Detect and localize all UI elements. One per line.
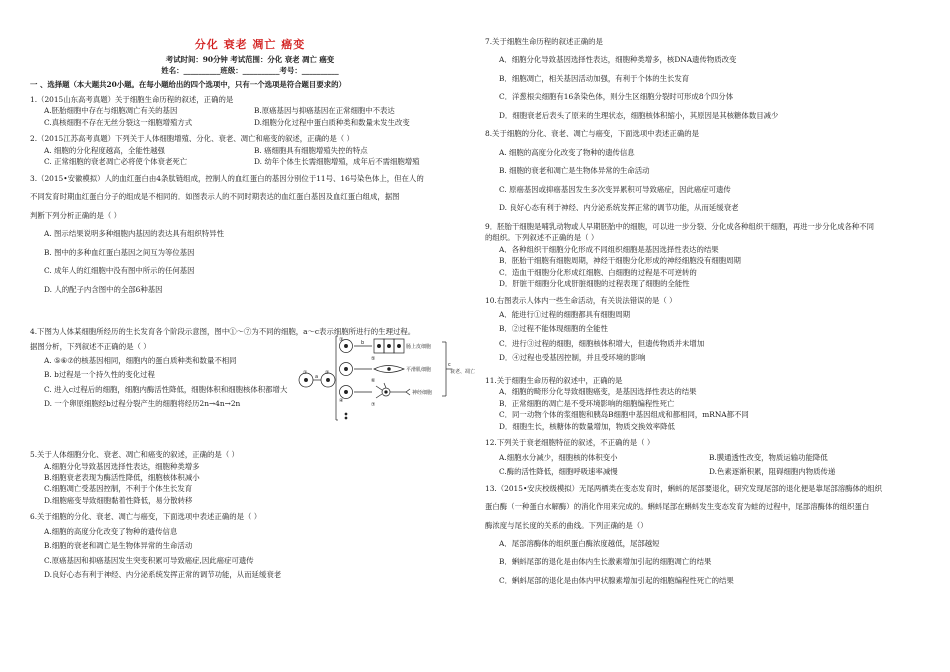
label-cell-3: 神经细胞 bbox=[412, 390, 433, 397]
name-line: 姓名：__________班级：__________考号：__________ bbox=[161, 65, 339, 75]
option-d: D. 良好心态有利于神经、内分泌系统发挥正常的调节功能，从而延缓衰老 bbox=[499, 203, 739, 213]
option-b: B．②过程不能体现细胞的全能性 bbox=[499, 324, 608, 334]
option-a: A．细胞的畸形分化导致细胞癌变，是基因选择性表达的结果 bbox=[499, 387, 697, 397]
option-b: B. 细胞的衰老和凋亡是生物体异常的生命活动 bbox=[499, 166, 650, 176]
option-c: C. 正常细胞的衰老凋亡必将使个体衰老死亡 bbox=[44, 157, 188, 167]
option-b: B. 癌细胞具有细胞增殖失控的特点 bbox=[254, 145, 368, 155]
option-d: D.细胞癌变导致细胞黏着性降低，易分散转移 bbox=[44, 495, 193, 505]
option-c: C．造血干细胞分化形成红细胞、白细胞的过程是不可逆转的 bbox=[499, 267, 697, 277]
question-stem: 11.关于细胞生命历程的叙述中，正确的是 bbox=[485, 375, 623, 385]
question-stem: 据图分析，下列叙述不正确的是（ ） bbox=[30, 341, 151, 351]
option-b: B．细胞凋亡，相关基因活动加强，有利于个体的生长发育 bbox=[499, 73, 690, 83]
option-c: C．进行③过程的细胞，细胞核体积增大，但遗传物质并未增加 bbox=[499, 338, 705, 348]
label-n2: ② bbox=[325, 370, 330, 377]
label-n7: ⑦ bbox=[371, 402, 376, 409]
option-d: D.良好心态有利于神经、内分泌系统发挥正常的调节功能，从而延缓衰老 bbox=[44, 570, 282, 580]
label-n1: ① bbox=[303, 370, 308, 377]
option-a: A.细胞水分减少，细胞核的体积变小 bbox=[499, 452, 618, 462]
question-stem: 酶浓度与尾长度的关系的曲线。下列正确的是（） bbox=[485, 520, 648, 530]
diagram-svg bbox=[292, 330, 476, 422]
option-d: D.细胞分化过程中蛋白质种类和数量未发生改变 bbox=[254, 117, 410, 127]
question-stem: 12.下列关于衰老细胞特征的叙述，不正确的是（ ） bbox=[485, 438, 655, 448]
question-stem: 4.下图为人体某细胞所经历的生长发育各个阶段示意图，图中①～⑦为不同的细胞，a～c表示细胞所进行的生理过程。 bbox=[30, 327, 416, 337]
option-b: B. 图中的多种血红蛋白基因之间互为等位基因 bbox=[44, 247, 195, 257]
option-d: D. 一个卵原细胞经b过程分裂产生的细胞将经历2n→4n→2n bbox=[44, 399, 241, 409]
question-3 bbox=[30, 173, 470, 295]
question-stem: 6.关于细胞的分化、衰老、凋亡与癌变，下面选项中表述正确的是（ ） bbox=[30, 512, 262, 522]
option-d: D. 幼年个体生长需细胞增殖，成年后不需细胞增殖 bbox=[254, 157, 420, 167]
question-stem: 不同发育时期血红蛋白分子的组成是不相同的．如图表示人的不同时期表达的血红蛋白基因及血红蛋白组成，据图 bbox=[30, 192, 400, 202]
question-stem: 8.关于细胞的分化、衰老、凋亡与癌变，下面选项中表述正确的是 bbox=[485, 129, 699, 139]
option-c: C. 成年人的红细胞中没有图中所示的任何基因 bbox=[44, 266, 195, 276]
question-stem: 1.（2015山东高考真题）关于细胞生命历程的叙述，正确的是 bbox=[30, 94, 234, 104]
option-a: A. 细胞的分化程度越高，全能性越强 bbox=[44, 145, 165, 155]
question-stem: 2.（2015江苏高考真题）下列关于人体细胞增殖、分化、衰老、凋亡和癌变的叙述，正确的是（ ） bbox=[30, 134, 354, 144]
option-d: D．细胞衰老后表头了原来的生理状态，细胞核体积缩小，其原因是其核糖体数目减少 bbox=[499, 110, 779, 120]
option-c: C．同一动物个体的浆细胞和胰岛B细胞中基因组成和都相同，mRNA都不同 bbox=[499, 410, 749, 420]
question-13 bbox=[485, 483, 925, 587]
option-b: B.细胞衰老表现为酶活性降低，细胞核体积减小 bbox=[44, 473, 200, 483]
question-5 bbox=[30, 449, 470, 506]
question-10 bbox=[485, 295, 925, 364]
option-c: C.酶的活性降低，细胞呼吸速率减慢 bbox=[499, 467, 618, 477]
option-d: D．细胞生长，核糖体的数量增加，物质交换效率降低 bbox=[499, 421, 675, 431]
question-stem: 3.（2015•安徽模拟）人的血红蛋白由4条肽链组成，控制人的血红蛋白的基因分别位于11号、16号染色体上，但在人的 bbox=[30, 173, 424, 183]
right-column bbox=[485, 36, 925, 593]
option-c: C. 原癌基因或抑癌基因发生多次变异累积可导致癌症，因此癌症可遗传 bbox=[499, 184, 731, 194]
label-n5: ⑤ bbox=[371, 356, 376, 363]
exam-info: 考试时间：90分钟 考试范围：分化 衰老 凋亡 癌变 bbox=[165, 55, 335, 65]
option-b: B．胚胎干细胞有细胞周期，神经干细胞分化形成的神经细胞没有细胞周期 bbox=[499, 256, 741, 266]
option-b: B．蝌蚪尾部的退化是由体内生长激素增加引起的细胞凋亡的结果 bbox=[499, 557, 712, 567]
option-c: C．蝌蚪尾部的退化是由体内甲状腺素增加引起的细胞编程性死亡的结果 bbox=[499, 575, 734, 585]
question-stem: 的组织。下列叙述不正确的是（ ） bbox=[485, 233, 599, 243]
option-b: B.细胞的衰老和凋亡是生物体异常的生命活动 bbox=[44, 541, 193, 551]
question-7 bbox=[485, 36, 925, 121]
label-outcome: 衰老、凋亡 bbox=[450, 369, 476, 376]
question-stem: 判断下列分析正确的是（ ） bbox=[30, 210, 122, 220]
option-a: A. 图示结果说明多种细胞内基因的表达具有组织特异性 bbox=[44, 229, 225, 239]
left-column bbox=[30, 36, 476, 586]
question-9 bbox=[485, 221, 925, 290]
label-n4: ④ bbox=[339, 398, 344, 405]
option-b: B.原癌基因与抑癌基因在正常细胞中不表达 bbox=[254, 106, 395, 116]
label-c: c bbox=[448, 362, 451, 369]
label-a: a bbox=[315, 374, 319, 381]
option-a: A.细胞的高度分化改变了物种的遗传信息 bbox=[44, 526, 178, 536]
option-d: D．④过程也受基因控制，并且受环境的影响 bbox=[499, 353, 646, 363]
option-c: C.细胞凋亡受基因控制，不利于个体生长发育 bbox=[44, 484, 193, 494]
option-a: A. 细胞的高度分化改变了物种的遗传信息 bbox=[499, 147, 635, 157]
question-4 bbox=[30, 326, 476, 444]
question-8 bbox=[485, 128, 925, 213]
option-a: A.细胞分化导致基因选择性表达，细胞种类增多 bbox=[44, 461, 200, 471]
question-stem: 7.关于细胞生命历程的叙述正确的是 bbox=[485, 37, 603, 46]
option-c: C．洋葱根尖细胞有16条染色体，则分生区细胞分裂时可形成8个四分体 bbox=[499, 92, 734, 102]
question-stem: 蛋白酶（一种蛋白水解酶）的消化作用来完成的。蝌蚪尾部在蝌蚪发生变态发育为蛙的过程中，尾部溶酶体的组织蛋白 bbox=[485, 502, 870, 512]
option-d: D.色素逐渐积累，阻碍细胞内物质传递 bbox=[709, 467, 836, 477]
section-heading: 一 、选择题（本大题共20小题。在每小题给出的四个选项中，只有一个选项是符合题目要求的） bbox=[30, 79, 346, 89]
page-title: 分化 衰老 凋亡 癌变 bbox=[194, 38, 306, 51]
option-b: B．正常细胞的凋亡是不受环境影响的细胞编程性死亡 bbox=[499, 398, 675, 408]
option-c: C. 进入c过程后的细胞，细胞内酶活性降低，细胞体积和细胞核体积都增大 bbox=[44, 384, 288, 394]
option-c: C.原癌基因和抑癌基因发生突变积累可导致癌症,因此癌症可遗传 bbox=[44, 555, 254, 565]
option-a: A．尾部溶酶体的组织蛋白酶浓度越低，尾部越短 bbox=[499, 539, 660, 548]
label-n6: ⑥ bbox=[371, 378, 376, 385]
label-n3: ③ bbox=[339, 337, 344, 344]
option-a: A.胚胎细胞中存在与细胞凋亡有关的基因 bbox=[44, 106, 178, 116]
option-a: A. ⑤⑥⑦的核基因相同，细胞内的蛋白质种类和数量不相同 bbox=[44, 356, 237, 366]
option-d: D．肝脏干细胞分化成肝脏细胞的过程表现了细胞的全能性 bbox=[499, 279, 690, 289]
option-b: B.膜通透性改变，物质运输功能降低 bbox=[709, 452, 828, 462]
question-11 bbox=[485, 375, 925, 432]
option-b: B. b过程是一个持久性的变化过程 bbox=[44, 370, 155, 380]
question-6 bbox=[30, 511, 470, 580]
option-d: D. 人的配子内含图中的全部6种基因 bbox=[44, 284, 163, 294]
question-stem: 13.（2015•安庆校级模拟）无尾两栖类在变态发育时，蝌蚪的尾部要退化，研究发现尾部的退化便是靠尾部溶酶体的组织 bbox=[485, 483, 883, 493]
question-12 bbox=[485, 437, 925, 477]
label-cell-1: 肠上皮细胞 bbox=[406, 344, 432, 351]
option-a: A．各种组织干细胞分化形成不同组织细胞是基因选择性表达的结果 bbox=[499, 244, 719, 254]
option-c: C.真核细胞不存在无丝分裂这一细胞增殖方式 bbox=[44, 117, 193, 127]
label-cell-2: 平滑肌细胞 bbox=[406, 367, 432, 374]
option-a: A．细胞分化导致基因选择性表达，细胞种类增多，核DNA遗传物质改变 bbox=[499, 55, 737, 65]
question-stem: 10.右图表示人体内一些生命活动，有关说法错误的是（ ） bbox=[485, 295, 677, 305]
label-b: b bbox=[361, 340, 365, 347]
question-stem: 9．胚胎干细胞是哺乳动物或人早期胚胎中的细胞，可以进一步分裂、分化成各种组织干细胞，再进一步分化成各种不同 bbox=[485, 221, 875, 231]
cell-development-diagram bbox=[292, 330, 476, 422]
question-1 bbox=[30, 94, 470, 128]
question-stem: 5.关于人体细胞分化、衰老、凋亡和癌变的叙述，正确的是（ ） bbox=[30, 450, 239, 460]
option-a: A．能进行①过程的细胞都具有细胞周期 bbox=[499, 309, 630, 319]
question-2 bbox=[30, 133, 470, 167]
